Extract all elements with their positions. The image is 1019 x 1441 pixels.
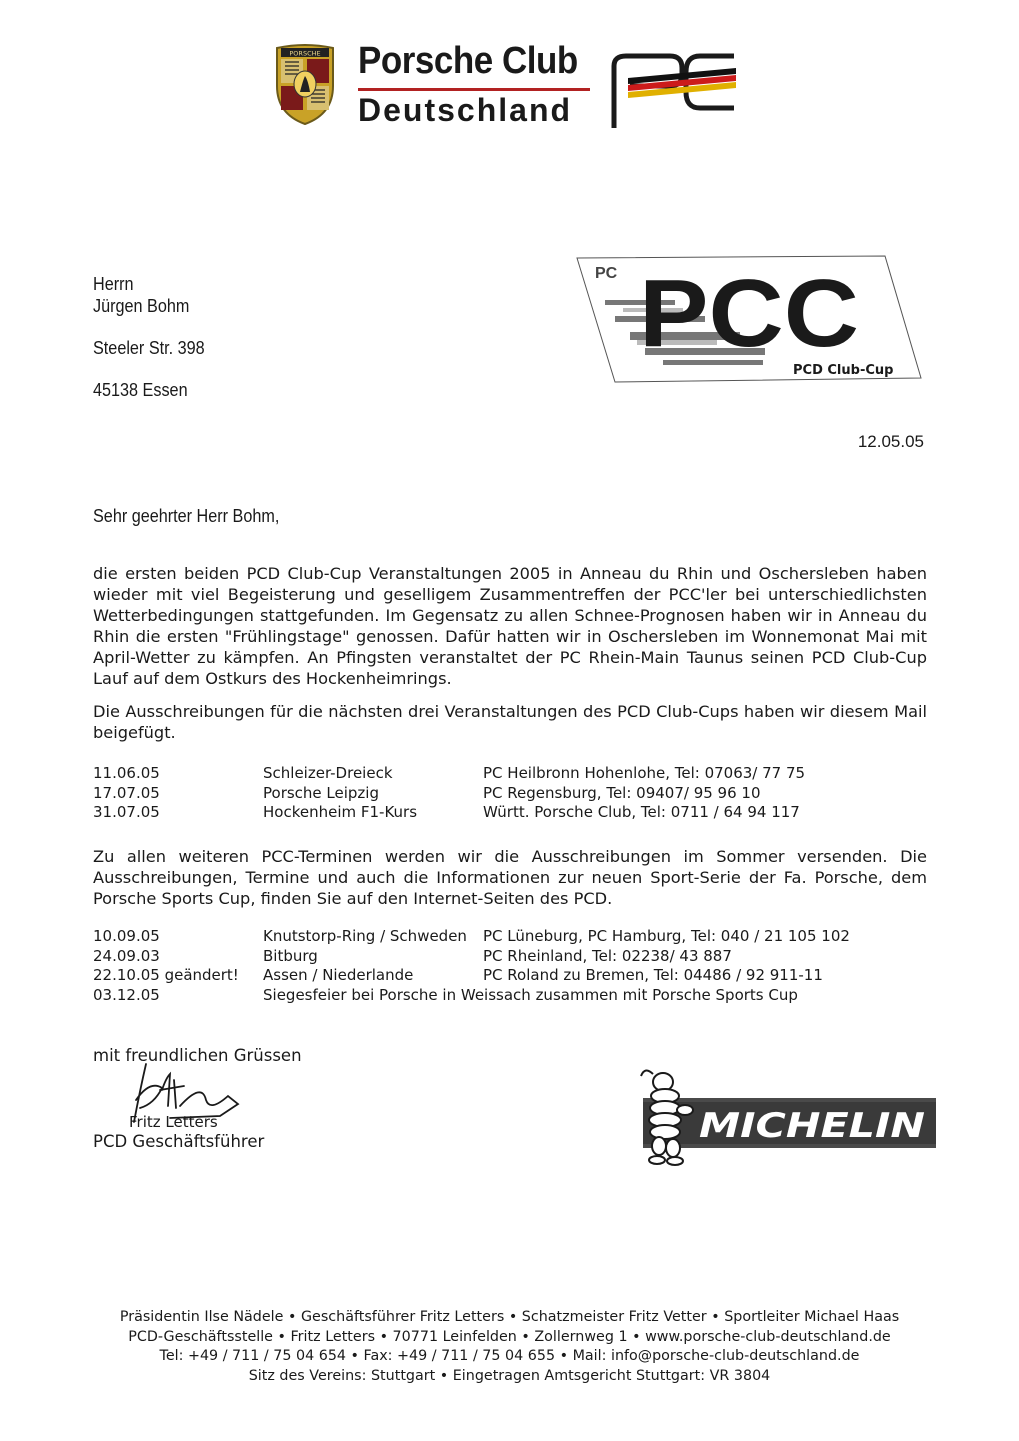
event-place: Siegesfeier bei Porsche in Weissach zusammen mit Porsche Sports Cup	[263, 985, 798, 1004]
event-place: Schleizer-Dreieck	[263, 764, 393, 782]
letter-date: 12.05.05	[857, 432, 924, 451]
club-name-line2: Deutschland	[358, 92, 573, 128]
event-contact: PC Rheinland, Tel: 02238/ 43 887	[483, 946, 732, 965]
event-date: 24.09.03	[93, 946, 160, 965]
event-place: Hockenheim F1-Kurs	[263, 803, 418, 821]
event-date: 11.06.05	[93, 764, 160, 782]
event-contact: PC Lüneburg, PC Hamburg, Tel: 040 / 21 105 102	[483, 927, 850, 945]
salutation: Sehr geehrter Herr Bohm,	[93, 506, 280, 526]
recipient-title: Herrn	[93, 274, 134, 294]
event-date: 22.10.05 geändert!	[93, 966, 239, 984]
event-contact: PC Regensburg, Tel: 09407/ 95 96 10	[483, 783, 761, 802]
event-place: Porsche Leipzig	[263, 783, 379, 802]
crest-text: PORSCHE	[289, 49, 321, 58]
porsche-crest-logo	[273, 42, 337, 126]
event-date: 17.07.05	[93, 783, 160, 802]
footer-line-office: PCD-Geschäftsstelle • Fritz Letters • 70771 Leinfelden • Zollernweg 1 • www.porsche-club-deutschland.de	[128, 1328, 891, 1345]
event-date: 03.12.05	[93, 985, 160, 1004]
pc-brand-logo	[608, 48, 738, 130]
event-place: Knutstorp-Ring / Schweden	[263, 927, 467, 945]
recipient-street: Steeler Str. 398	[93, 338, 205, 358]
event-place: Assen / Niederlande	[263, 966, 414, 984]
paragraph-intro: die ersten beiden PCD Club-Cup Veranstaltungen 2005 in Anneau du Rhin und Oschersleben haben wieder mit viel Begeisterung und geselligem Zusammentreffen der PCC'ler bei unterschiedlichsten Wetterbedingungen stattgefunden. Im Gegensatz zu allen Schnee-Prognosen haben wir in Anneau du Rhin die ersten "Frühlingstage" genossen. Dafür hatten wir in Oschersleben im Wonnemonat Mai mit April-Wetter zu kämpfen. An Pfingsten veranstaltet der PC Rhein-Main Taunus seinen PCD Club-Cup Lauf auf dem Ostkurs des Hockenheimrings.	[93, 564, 927, 688]
signer-name: Fritz Letters	[129, 1113, 218, 1131]
club-name-line1: Porsche Club	[358, 40, 578, 82]
footer-line-officers: Präsidentin Ilse Nädele • Geschäftsführer Fritz Letters • Schatzmeister Fritz Vetter • Sportleiter Michael Haas	[119, 1309, 900, 1325]
michelin-logo	[633, 1066, 938, 1166]
event-contact: Württ. Porsche Club, Tel: 0711 / 64 94 117	[483, 803, 800, 821]
footer-line-contact: Tel: +49 / 711 / 75 04 654 • Fax: +49 / 711 / 75 04 655 • Mail: info@porsche-club-deutschland.de	[159, 1348, 860, 1364]
event-date: 31.07.05	[93, 803, 160, 821]
event-place: Bitburg	[263, 946, 318, 965]
recipient-name: Jürgen Bohm	[93, 296, 190, 316]
footer-line-registry: Sitz des Vereins: Stuttgart • Eingetragen Amtsgericht Stuttgart: VR 3804	[248, 1367, 771, 1384]
paragraph-further-dates: Zu allen weiteren PCC-Terminen werden wir die Ausschreibungen im Sommer versenden. Die Ausschreibungen, Termine und auch die Informationen zur neuen Sport-Serie der Fa. Porsche, dem Porsche Sports Cup, finden Sie auf den Internet-Seiten des PCD.	[93, 847, 927, 908]
event-contact: PC Heilbronn Hohenlohe, Tel: 07063/ 77 75	[483, 764, 806, 782]
pcc-club-cup-logo	[575, 254, 923, 384]
signer-role: PCD Geschäftsführer	[93, 1132, 265, 1151]
footer	[0, 1308, 1019, 1386]
event-date: 10.09.05	[93, 927, 160, 945]
michelin-wordmark: MICHELIN	[699, 1106, 925, 1146]
recipient-city: 45138 Essen	[93, 380, 188, 400]
pcc-caption: PCD Club-Cup	[793, 363, 894, 378]
closing-greeting: mit freundlichen Grüssen	[93, 1046, 302, 1065]
pcc-small-mark: PC	[595, 265, 618, 282]
paragraph-attachments: Die Ausschreibungen für die nächsten drei Veranstaltungen des PCD Club-Cups haben wir diesem Mail beigefügt.	[93, 702, 927, 742]
pcc-big-text: PCC	[639, 260, 859, 367]
event-contact: PC Roland zu Bremen, Tel: 04486 / 92 911-11	[483, 966, 823, 984]
pc-brand-text: PC	[610, 53, 612, 54]
club-name-rule	[358, 88, 590, 91]
